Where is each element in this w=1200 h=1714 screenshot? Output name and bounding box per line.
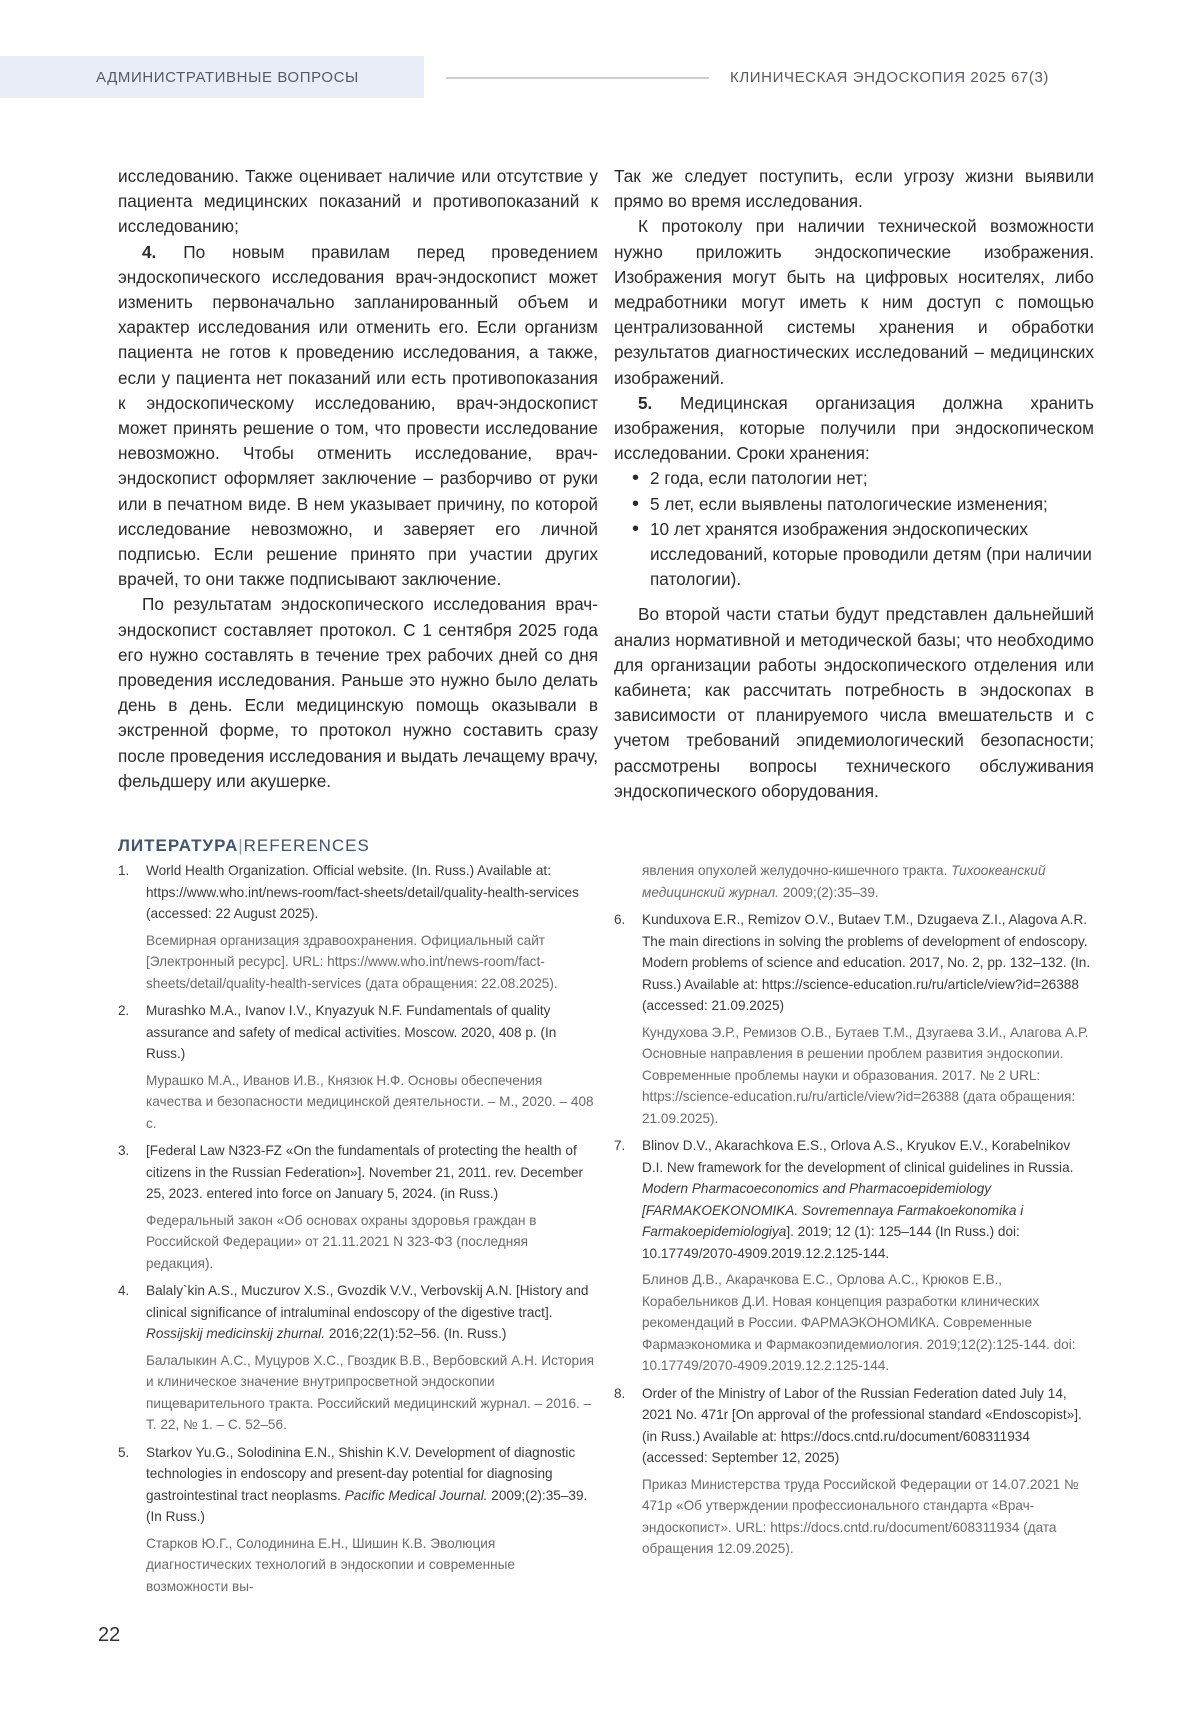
reference-item xyxy=(118,1442,596,1598)
reference-text: явления опухолей желудочно-кишечного тракта. xyxy=(642,863,952,878)
section-title: АДМИНИСТРАТИВНЫЕ ВОПРОСЫ xyxy=(96,69,359,86)
paragraph: Во второй части статьи будут представлен дальнейший анализ нормативной и методической базы; что необходимо для организации работы эндоскопического отделения или кабинета; как рассчитать потребность в эндоскопах в зависимости от планируемого числа вмешательств и с учетом требований эпидемиологический безопасности; рассмотрены вопросы технического обслуживания эндоскопического оборудования. xyxy=(614,604,1094,801)
paragraph-text: Медицинская организация должна хранить изображения, которые получили при эндоскопическом исследовании. Сроки хранения: xyxy=(614,392,1094,464)
reference-ru: Приказ Министерства труда Российской Федерации от 14.07.2021 № 471р «Об утверждении профессионального стандарта «Врач-эндоскопист». URL: https://docs.cntd.ru/document/608311934 (дата обращения 12.09.2025). xyxy=(642,1476,1079,1556)
reference-text: Starkov Yu.G., Solodinina E.N., Shishin K.V. Development of diagnostic technologies in endoscopy and present-day potential for diagnosing gastrointestinal tract neoplasms. xyxy=(146,1444,576,1503)
reference-text: 2009;(2):35–39. (In Russ.) xyxy=(146,1487,588,1524)
reference-number: 2. xyxy=(118,1003,130,1018)
reference-number: 8. xyxy=(614,1385,626,1401)
paragraph: исследованию. Также оценивает наличие или отсутствие у пациента медицинских показаний и противопоказаний к исследованию; xyxy=(118,166,598,237)
journal-name: Modern Pharmacoeconomics and Pharmacoepidemiology [FARMAKOEKONOMIKA. Sovremennaya Farmakoekonomika i Farmakoepidemiologiya xyxy=(642,1181,1024,1239)
reference-number: 7. xyxy=(614,1138,626,1153)
reference-ru: Кундухова Э.Р., Ремизов О.В., Бутаев Т.М., Дзугаева З.И., Алагова А.Р. Основные направления в решении проблем развития эндоскопии. Современные проблемы науки и образования. 2017. № 2 URL: https://science-education.ru/ru/article/view?id=26388 (дата обращения: 21.09.2025). xyxy=(642,1024,1089,1126)
reference-number: 6. xyxy=(614,912,626,927)
body-column-right xyxy=(614,164,1094,804)
reference-ru: Балалыкин А.С., Муцуров Х.С., Гвоздик В.В., Вербовский А.Н. История и клиническое значение внутрипросветной эндоскопии пищеварительного тракта. Российский медицинский журнал. – 2016. – Т. 22, № 1. – С. 52–56. xyxy=(146,1352,595,1432)
reference-en: Kunduxova E.R., Remizov O.V., Butaev T.M., Dzugaeva Z.I., Alagova A.R. The main directions in solving the problems of development of endoscopy. Modern problems of science and education. 2017, No. 2, pp. 132–132. (In. Russ.) Available at: https://science-education.ru/ru/article/view?id=26388 (accessed: 21.09.2025) xyxy=(642,912,1091,1013)
reference-text: Blinov D.V., Akarachkova E.S., Orlova A.S., Kryukov E.V., Korabelnikov D.I. New framework for the development of clinical guidelines in Russia. xyxy=(642,1138,1074,1175)
reference-number: 1. xyxy=(118,863,130,878)
paragraph: По результатам эндоскопического исследования врач-эндоскопист составляет протокол. С 1 сентября 2025 года его нужно составлять в течение трех рабочих дней со дня проведения исследования. Раньше это нужно было делать день в день. Если медицинскую помощь оказывали в экстренной форме, то протокол нужно составить сразу после проведения исследования и выдать лечащему врачу, фельдшеру или акушерке. xyxy=(118,594,598,791)
reference-text: Balaly`kin A.S., Muczurov X.S., Gvozdik V.V., Verbovskij A.N. [History and clinical significance of intraluminal endoscopy of the digestive tract]. xyxy=(146,1283,589,1320)
reference-ru: Федеральный закон «Об основах охраны здоровья граждан в Российской Федерации» от 21.11.2021 N 323-ФЗ (последняя редакция). xyxy=(146,1212,537,1271)
references-column-left xyxy=(118,860,596,1603)
paragraph: Так же следует поступить, если угрозу жизни выявили прямо во время исследования. xyxy=(614,166,1094,212)
item-number: 5. xyxy=(638,392,653,413)
reference-text: 2009;(2):35–39. xyxy=(778,884,879,900)
page-number: 22 xyxy=(98,1624,121,1646)
reference-en xyxy=(146,1442,596,1528)
paragraph-text: По новым правилам перед проведением эндоскопического исследования врач-эндоскопист может изменить первоначально запланированный объем и характер исследования или отменить его. Если организм пациента не готов к проведению исследования, а также, если у пациента нет показаний или есть противопоказания к эндоскопическому исследованию, врач-эндоскопист может принять решение о том, что провести исследование невозможно. Чтобы отменить исследование, врач-эндоскопист оформляет заключение – разборчиво от руки или в печатном виде. В нем указывает причину, по которой исследование невозможно, и заверяет его личной подписью. Если решение принято при участии других врачей, то они также подписывают заключение. xyxy=(118,241,598,590)
reference-item xyxy=(118,1000,596,1134)
list-item: • 10 лет хранятся изображения эндоскопических исследований, которые проводили детям (при наличии патологии). xyxy=(632,517,1094,593)
reference-item xyxy=(118,860,596,994)
journal-title: КЛИНИЧЕСКАЯ ЭНДОСКОПИЯ 2025 67(3) xyxy=(730,69,1049,86)
reference-en: [Federal Law N323-FZ «On the fundamentals of protecting the health of citizens in the Russian Federation»]. November 21, 2011. rev. December 25, 2023. entered into force on January 5, 2024. (in Russ.) xyxy=(146,1143,583,1201)
reference-item xyxy=(614,1383,1094,1560)
reference-en xyxy=(146,1280,596,1345)
paragraph-item-5 xyxy=(614,391,1094,467)
journal-name: Rossijskij medicinskij zhurnal. xyxy=(146,1326,326,1341)
reference-number: 4. xyxy=(118,1283,130,1298)
references-title-ru: ЛИТЕРАТУРА xyxy=(118,836,239,855)
paragraph-item-4 xyxy=(118,240,598,593)
reference-text: 2016;22(1):52–56. (In. Russ.) xyxy=(325,1326,507,1341)
journal-name: Тихоокеанский медицинский журнал. xyxy=(642,863,1046,900)
list-item: • 5 лет, если выявлены патологические изменения; xyxy=(632,492,1094,517)
reference-item xyxy=(118,1140,596,1274)
list-item: • 2 года, если патологии нет; xyxy=(632,466,1094,491)
reference-ru: Старков Ю.Г., Солодинина Е.Н., Шишин К.В. Эволюция диагностических технологий в эндоскопии и современные возможности вы- xyxy=(146,1535,515,1594)
reference-ru: Всемирная организация здравоохранения. Официальный сайт [Электронный ресурс]. URL: https://www.who.int/news-room/fact-sheets/detail/quality-health-services (дата обращения: 22.08.2025). xyxy=(146,932,558,991)
reference-ru: Мурашко М.А., Иванов И.В., Князюк Н.Ф. Основы обеспечения качества и безопасности медицинской деятельности. – М., 2020. – 408 с. xyxy=(146,1072,594,1131)
reference-number: 5. xyxy=(118,1444,130,1460)
reference-item xyxy=(614,909,1094,1129)
references-heading xyxy=(118,836,370,856)
reference-number: 3. xyxy=(118,1143,130,1158)
reference-continuation xyxy=(614,860,1094,903)
reference-en xyxy=(642,1135,1094,1264)
header-divider xyxy=(446,77,709,79)
item-number: 4. xyxy=(142,241,157,262)
storage-terms-list xyxy=(614,466,1094,592)
paragraph: К протоколу при наличии технической возможности нужно приложить эндоскопические изображения. Изображения могут быть на цифровых носителях, либо медработники могут иметь к ним доступ с помощью централизованной системы хранения и обработки результатов диагностических исследований – медицинских изображений. xyxy=(614,216,1094,388)
reference-ru: Блинов Д.В., Акарачкова Е.С., Орлова А.С., Крюков Е.В., Корабельников Д.И. Новая концепция разработки клинических рекомендаций в России. ФАРМАЭКОНОМИКА. Современные Фармаэкономика и Фармакоэпидемиология. 2019;12(2):125-144. doi: 10.17749/2070-4909.2019.12.2.125-144. xyxy=(642,1272,1076,1373)
reference-en: World Health Organization. Official website. (In. Russ.) Available at: https://www.who.int/news-room/fact-sheets/detail/quality-health-services (accessed: 22 August 2025). xyxy=(146,863,579,921)
reference-item xyxy=(614,1135,1094,1377)
references-title-en: REFERENCES xyxy=(243,836,370,855)
reference-en: Order of the Ministry of Labor of the Russian Federation dated July 14, 2021 No. 471r [On approval of the professional standard «Endoscopist»]. (in Russ.) Available at: https://docs.cntd.ru/document/608311934 (accessed: September 12, 2025) xyxy=(642,1385,1082,1465)
references-column-right xyxy=(614,860,1094,1566)
reference-item xyxy=(118,1280,596,1436)
body-column-left xyxy=(118,164,598,794)
heading-separator: | xyxy=(238,836,244,855)
journal-name: Pacific Medical Journal. xyxy=(344,1487,488,1503)
reference-en: Murashko M.A., Ivanov I.V., Knyazyuk N.F. Fundamentals of quality assurance and safety of medical activities. Moscow. 2020, 408 p. (In Russ.) xyxy=(146,1003,557,1061)
reference-text: ]. 2019; 12 (1): 125–144 (In Russ.) doi: 10.17749/2070-4909.2019.12.2.125-144. xyxy=(642,1224,1020,1261)
